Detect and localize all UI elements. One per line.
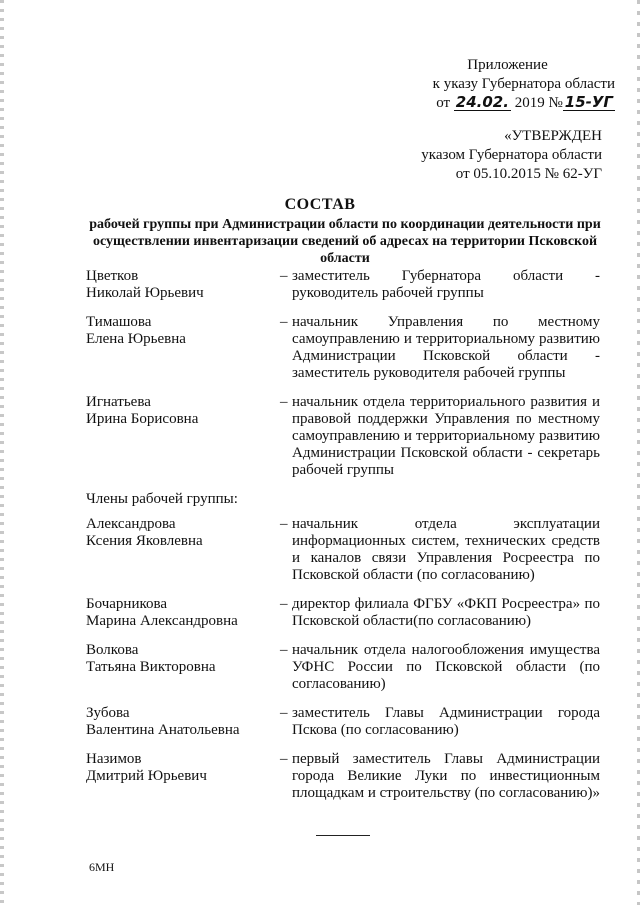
surname: Зубова <box>86 705 130 721</box>
person-role: первый заместитель Главы Администрации города Великие Луки по инвестиционным площадкам и строительству (по согласованию)» <box>292 751 601 801</box>
dash: – <box>280 705 288 721</box>
person-name <box>86 314 280 382</box>
given-name: Ирина Борисовна <box>86 411 199 427</box>
dash: – <box>280 751 288 767</box>
annex-date-line <box>400 94 615 113</box>
roster-row <box>86 705 600 739</box>
roster-row <box>86 751 600 802</box>
roster-row <box>86 268 600 302</box>
given-name: Татьяна Викторовна <box>86 659 216 675</box>
dash: – <box>280 642 288 658</box>
date-prefix: от <box>436 95 451 111</box>
person-name <box>86 516 280 584</box>
closing-rule <box>316 835 370 836</box>
roster-row <box>86 394 600 479</box>
roster-row <box>86 516 600 584</box>
roster-row <box>86 314 600 382</box>
handwritten-date: 24.02. <box>455 93 509 111</box>
dash: – <box>280 596 288 612</box>
given-name: Валентина Анатольевна <box>86 722 240 738</box>
approved-line-2: указом Губернатора области <box>421 147 602 163</box>
person-name <box>86 596 280 630</box>
given-name: Марина Александровна <box>86 613 238 629</box>
given-name: Дмитрий Юрьевич <box>86 768 207 784</box>
person-name <box>86 642 280 693</box>
annex-title: Приложение <box>467 57 548 73</box>
surname: Тимашова <box>86 314 152 330</box>
annex-header <box>400 56 615 113</box>
document-subtitle: рабочей группы при Администрации области по координации деятельности при осуществлении инвентаризации сведений об адресах на территории Псковской области <box>89 217 601 266</box>
person-role: директор филиала ФГБУ «ФКП Росреестра» по Псковской области(по согласованию) <box>292 596 600 629</box>
dash: – <box>280 394 288 410</box>
year-text: 2019 № <box>514 95 563 111</box>
person-role: начальник отдела эксплуатации информационных систем, технических средств и каналов связи Управления Росреестра по Псковской области (по согласованию) <box>292 516 600 583</box>
person-name <box>86 268 280 302</box>
roster <box>86 268 600 814</box>
person-name <box>86 394 280 479</box>
roster-row <box>86 642 600 693</box>
footer-code: 6МН <box>89 860 115 874</box>
surname: Цветков <box>86 268 139 284</box>
person-role: начальник отдела налогообложения имущества УФНС России по Псковской области (по согласованию) <box>292 642 600 692</box>
person-role: начальник Управления по местному самоуправлению и территориальному развитию Администрации Псковской области - заместитель руководителя рабочей группы <box>292 314 600 381</box>
members-heading: Члены рабочей группы: <box>86 491 238 507</box>
surname: Назимов <box>86 751 142 767</box>
approved-line-1: «УТВЕРЖДЕН <box>504 128 602 144</box>
dash: – <box>280 268 288 284</box>
person-role: начальник отдела территориального развития и правовой поддержки Управления по местному самоуправлению и территориальному развитию Администрации Псковской области - секретарь рабочей группы <box>292 394 600 478</box>
person-name <box>86 751 280 802</box>
handwritten-number: 15-УГ <box>564 93 613 111</box>
person-name <box>86 705 280 739</box>
given-name: Николай Юрьевич <box>86 285 204 301</box>
person-role: заместитель Главы Администрации города Пскова (по согласованию) <box>292 705 600 738</box>
surname: Александрова <box>86 516 176 532</box>
roster-row <box>86 596 600 630</box>
given-name: Елена Юрьевна <box>86 331 186 347</box>
annex-reference: к указу Губернатора области <box>432 76 615 92</box>
person-role: заместитель Губернатора области - руководитель рабочей группы <box>292 268 600 301</box>
surname: Игнатьева <box>86 394 151 410</box>
dash: – <box>280 516 288 532</box>
surname: Бочарникова <box>86 596 168 612</box>
given-name: Ксения Яковлевна <box>86 533 203 549</box>
approved-line-3: от 05.10.2015 № 62-УГ <box>455 166 602 182</box>
scan-edge-left <box>0 0 4 905</box>
surname: Волкова <box>86 642 139 658</box>
dash: – <box>280 314 288 330</box>
approved-stamp-text <box>380 127 602 184</box>
document-title: СОСТАВ <box>284 196 356 213</box>
